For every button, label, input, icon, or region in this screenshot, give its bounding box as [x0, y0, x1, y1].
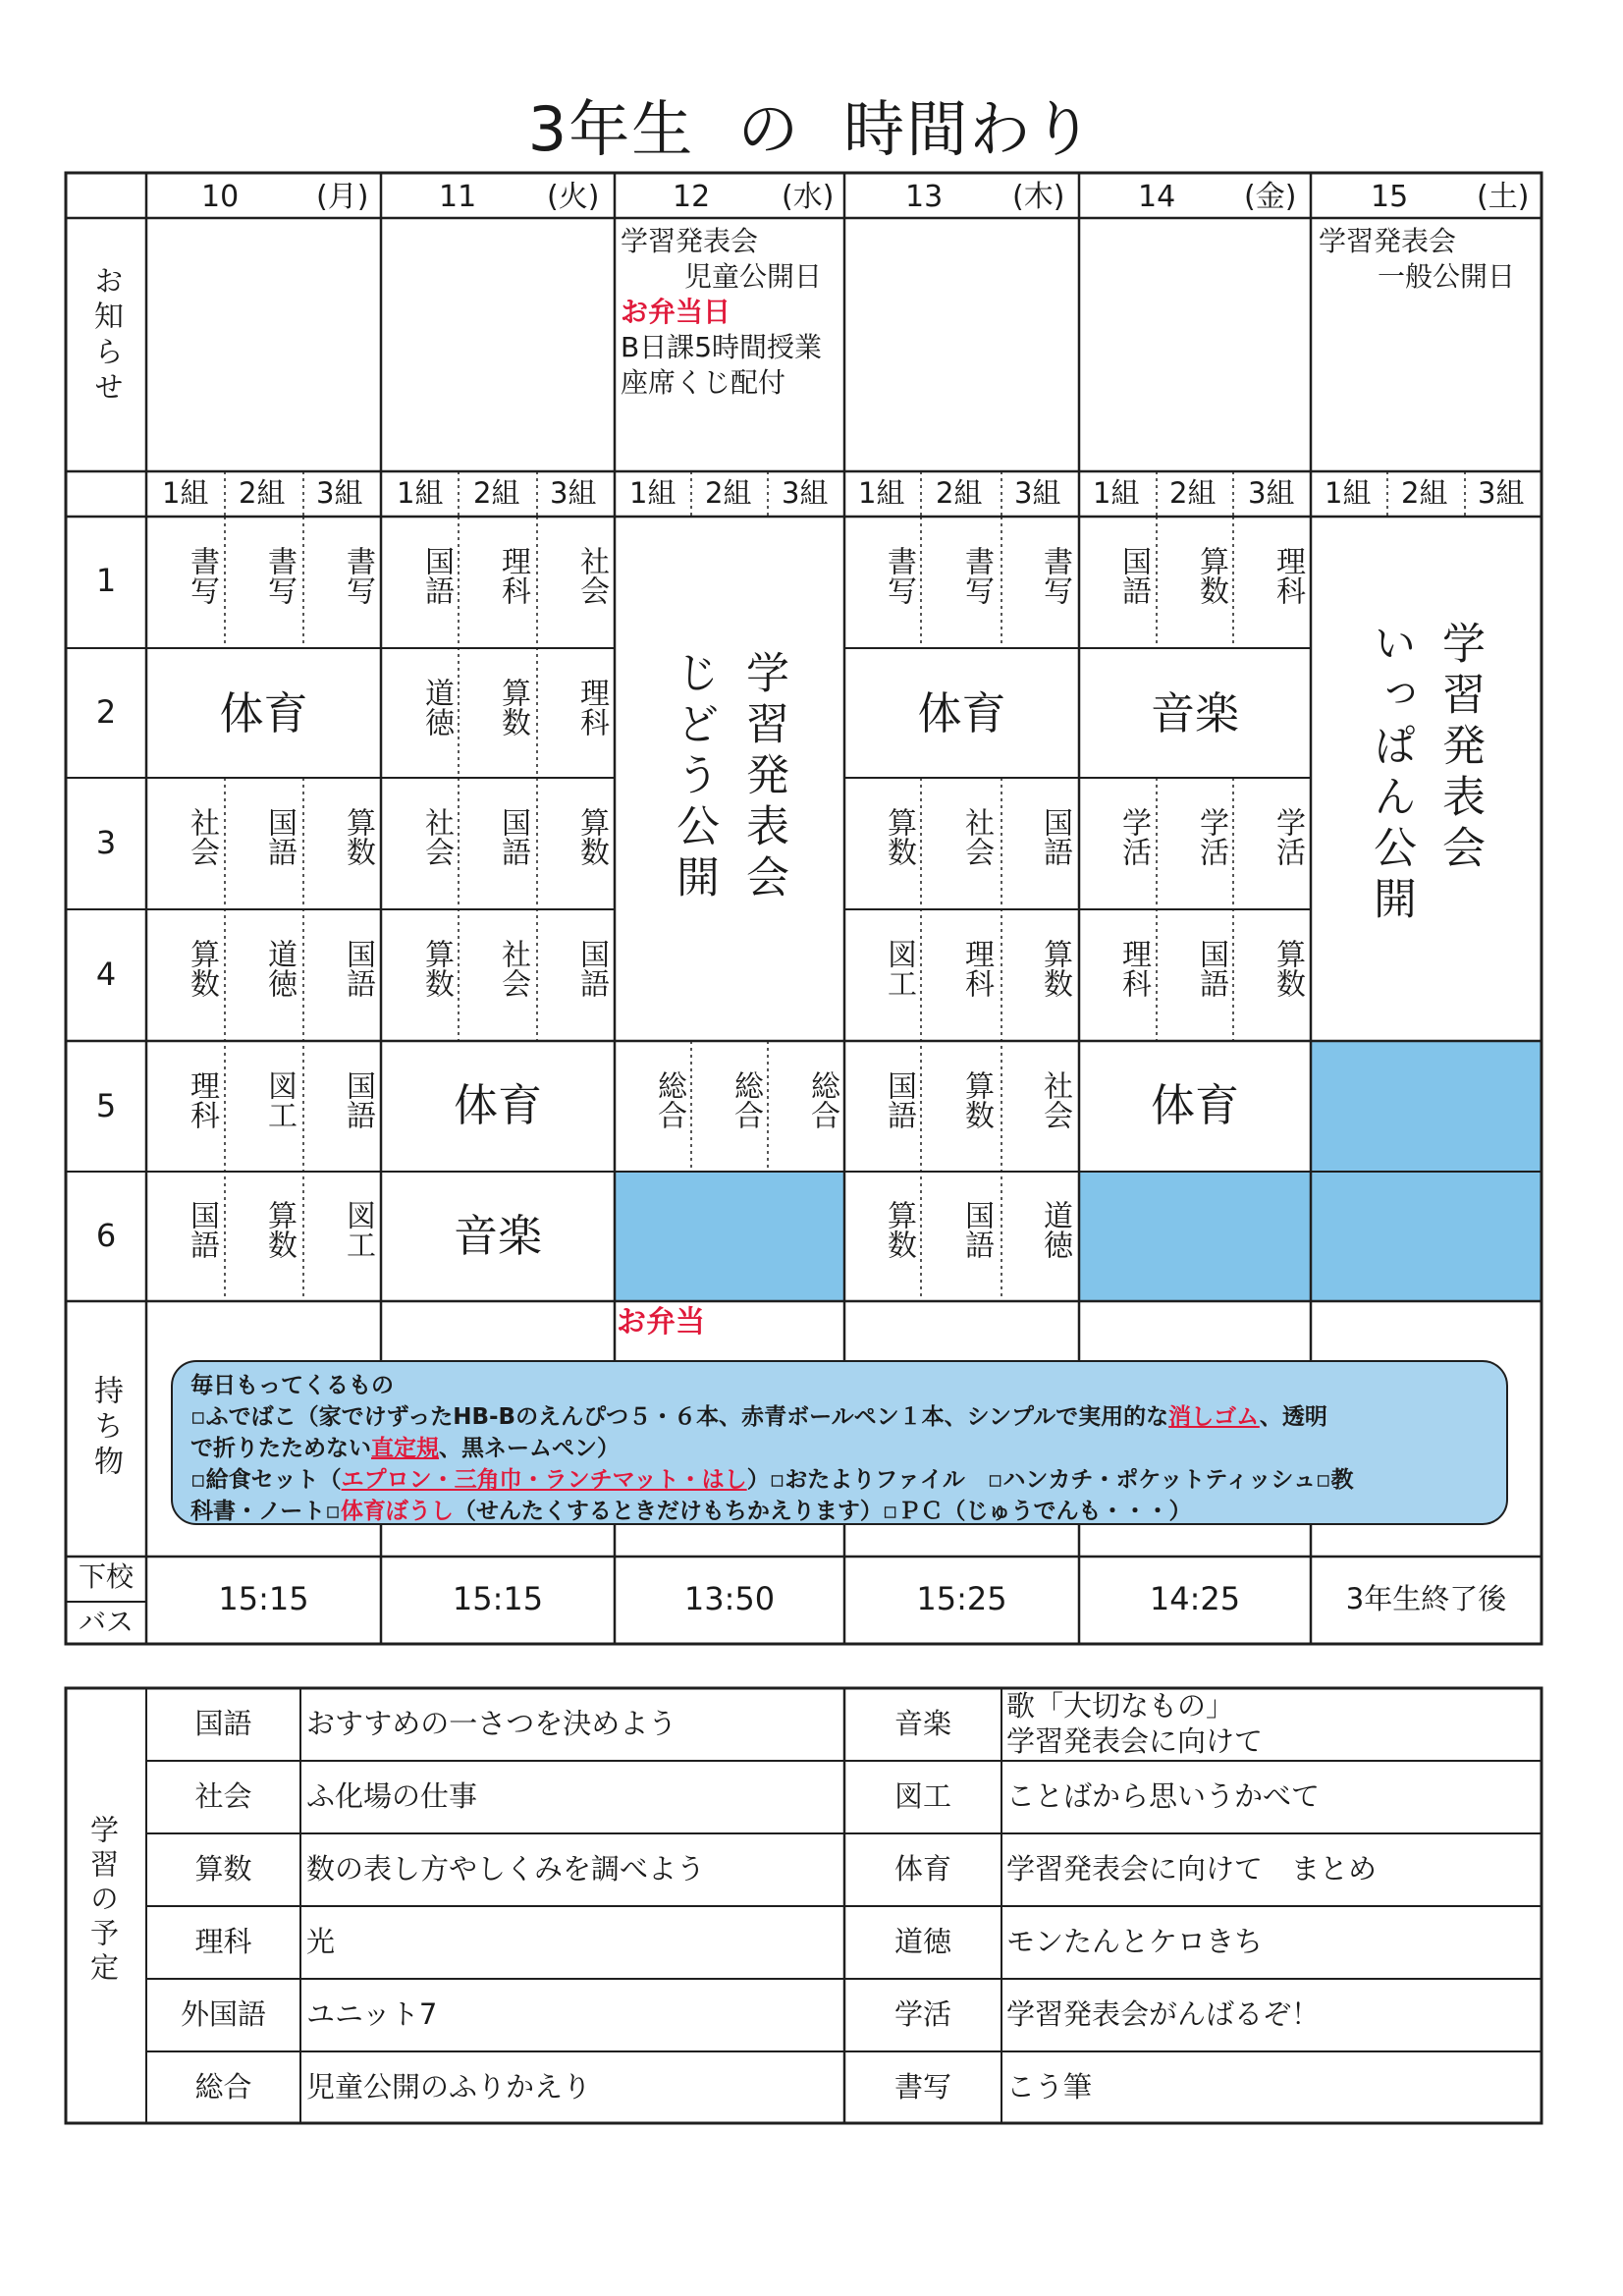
cell-mon-p5-c3: 国語 [341, 1070, 375, 1129]
cell-mon-p4-c1: 算数 [185, 939, 219, 998]
plan-right-subject: 道徳 [893, 1925, 951, 1958]
cell-tue-p4-c3: 国語 [574, 939, 609, 998]
plan-left-content: おすすめの一さつを決めよう [306, 1707, 677, 1740]
day-dow-wed: (水) [782, 180, 835, 214]
cell-fri-p1-c2: 算数 [1194, 546, 1228, 605]
dismissal-tue: 15:15 [452, 1580, 544, 1617]
class-1-thu: 1組 [858, 476, 905, 510]
cell-wed-p5-c3: 総合 [805, 1070, 839, 1129]
cell-wed-p5-c2: 総合 [729, 1070, 763, 1129]
class-3-sat: 3組 [1478, 476, 1525, 510]
day-date-tue: 11 [439, 180, 477, 214]
cell-mon-p1-c2: 書写 [262, 546, 297, 605]
cell-fri-p2-merged: 音楽 [1150, 687, 1239, 739]
period-label-2: 2 [95, 693, 117, 731]
cell-thu-p3-c3: 国語 [1038, 807, 1072, 866]
plan-right-content: 歌「大切なもの」 [1006, 1689, 1235, 1722]
cell-thu-p2-merged: 体育 [917, 687, 1006, 739]
class-3-fri: 3組 [1248, 476, 1295, 510]
belongings-line-4 [190, 1496, 1488, 1527]
cell-fri-p4-c3: 算数 [1271, 939, 1305, 998]
day-dow-thu: (木) [1012, 180, 1065, 214]
plan-right-content: こう筆 [1006, 2070, 1093, 2104]
notice-wed-5: 座席くじ配付 [621, 366, 786, 399]
cell-tue-p2-c1: 道徳 [419, 678, 454, 737]
event-sat-col2: いっぱん公開 [1366, 621, 1416, 927]
cell-tue-p6-merged: 音楽 [453, 1210, 542, 1262]
cell-thu-p6-c1: 算数 [882, 1200, 916, 1259]
cell-tue-p4-c1: 算数 [419, 939, 454, 998]
day-date-fri: 14 [1138, 180, 1176, 214]
cell-thu-p6-c2: 国語 [959, 1200, 994, 1259]
cell-thu-p6-c3: 道徳 [1038, 1200, 1072, 1259]
belongings-highlight: 体育ぼうし [340, 1499, 454, 1524]
day-dow-mon: (月) [316, 180, 369, 214]
class-2-wed: 2組 [705, 476, 752, 510]
class-2-tue: 2組 [473, 476, 520, 510]
cell-fri-p1-c3: 理科 [1271, 546, 1305, 605]
cell-tue-p2-c2: 算数 [496, 678, 530, 737]
plan-left-content: 光 [306, 1925, 336, 1958]
cell-mon-p1-c1: 書写 [185, 546, 219, 605]
day-date-mon: 10 [201, 180, 240, 214]
plan-left-content: ふ化場の仕事 [306, 1779, 478, 1813]
belongings-text: 、黒ネームペン） [439, 1436, 620, 1461]
belongings-line-1 [190, 1401, 1488, 1433]
class-3-tue: 3組 [550, 476, 597, 510]
notice-label: お知らせ [88, 265, 123, 407]
event-wed-col2: じどう公開 [669, 650, 719, 905]
belongings-text: ▫ふでばこ（家でけずったHB-Bのえんぴつ５・６本、赤青ボールペン１本、シンプルで実用的な [190, 1404, 1169, 1430]
notice-wed-3: お弁当日 [621, 296, 731, 328]
cell-thu-p1-c3: 書写 [1038, 546, 1072, 605]
plan-left-content: 数の表し方やしくみを調べよう [306, 1852, 706, 1886]
cell-tue-p5-merged: 体育 [453, 1079, 542, 1131]
belongings-text: ）▫おたよりファイル ▫ハンカチ・ポケットティッシュ▫教 [746, 1467, 1354, 1493]
cell-thu-p4-c1: 図工 [882, 939, 916, 998]
cell-mon-p6-c2: 算数 [262, 1200, 297, 1259]
title-name: 時間わり [843, 93, 1096, 165]
notice-wed-2: 児童公開日 [684, 260, 823, 293]
cell-fri-p1-c1: 国語 [1116, 546, 1151, 605]
plan-left-content: ユニット7 [306, 1997, 438, 2031]
class-1-mon: 1組 [162, 476, 209, 510]
day-dow-fri: (金) [1244, 180, 1297, 214]
lunch-note: お弁当 [617, 1305, 705, 1339]
belongings-box [171, 1360, 1508, 1525]
dismissal-fri: 14:25 [1149, 1580, 1241, 1617]
plan-right-subject: 体育 [893, 1852, 951, 1886]
cell-mon-p5-c2: 図工 [262, 1070, 297, 1129]
day-date-sat: 15 [1371, 180, 1409, 214]
cell-fri-p4-c2: 国語 [1194, 939, 1228, 998]
notice-wed-1: 学習発表会 [621, 225, 759, 257]
cell-tue-p2-c3: 理科 [574, 678, 609, 737]
event-wed-col1: 学習発表会 [738, 650, 788, 905]
class-1-sat: 1組 [1325, 476, 1372, 510]
cell-tue-p3-c2: 国語 [496, 807, 530, 866]
class-2-sat: 2組 [1401, 476, 1448, 510]
cell-thu-p1-c2: 書写 [959, 546, 994, 605]
cell-mon-p6-c3: 図工 [341, 1200, 375, 1259]
cell-thu-p5-c2: 算数 [959, 1070, 994, 1129]
cell-thu-p5-c3: 社会 [1038, 1070, 1072, 1129]
free-period-wed-p6 [615, 1172, 844, 1301]
title-no: の [737, 93, 801, 165]
dismissal-thu: 15:25 [916, 1580, 1007, 1617]
plan-right-subject: 書写 [893, 2070, 951, 2104]
belongings-heading: 毎日もってくるもの [190, 1373, 394, 1398]
plan-left-subject: 社会 [194, 1779, 252, 1813]
cell-fri-p4-c1: 理科 [1116, 939, 1151, 998]
cell-thu-p4-c2: 理科 [959, 939, 994, 998]
plan-left-subject: 外国語 [180, 1997, 266, 2031]
cell-mon-p4-c2: 道徳 [262, 939, 297, 998]
cell-fri-p5-merged: 体育 [1150, 1079, 1239, 1131]
cell-mon-p3-c3: 算数 [341, 807, 375, 866]
class-1-wed: 1組 [629, 476, 676, 510]
cell-thu-p3-c1: 算数 [882, 807, 916, 866]
event-sat-col1: 学習発表会 [1434, 621, 1485, 876]
day-date-wed: 12 [673, 180, 711, 214]
dismissal-label-2: バス [78, 1606, 134, 1638]
belongings-text: （せんたくするときだけもちかえります）▫ＰＣ（じゅうでんも・・・） [453, 1499, 1192, 1524]
day-date-thu: 13 [905, 180, 944, 214]
plan-right-content: 学習発表会がんばるぞ！ [1006, 1997, 1321, 2031]
cell-mon-p5-c1: 理科 [185, 1070, 219, 1129]
period-label-5: 5 [95, 1087, 117, 1124]
cell-thu-p4-c3: 算数 [1038, 939, 1072, 998]
belongings-highlight: 直定規 [371, 1436, 439, 1461]
day-dow-sat: (土) [1477, 180, 1530, 214]
cell-tue-p3-c1: 社会 [419, 807, 454, 866]
cell-thu-p5-c1: 国語 [882, 1070, 916, 1129]
class-3-wed: 3組 [782, 476, 829, 510]
cell-mon-p3-c2: 国語 [262, 807, 297, 866]
belongings-text: で折りたためない [190, 1436, 371, 1461]
dismissal-label-1: 下校 [78, 1560, 134, 1593]
belongings-text: ▫給食セット（ [190, 1467, 342, 1493]
notice-sat-2: 一般公開日 [1378, 260, 1516, 293]
period-label-4: 4 [95, 956, 117, 993]
cell-fri-p3-c3: 学活 [1271, 807, 1305, 866]
cell-mon-p1-c3: 書写 [341, 546, 375, 605]
class-2-mon: 2組 [239, 476, 286, 510]
cell-tue-p1-c3: 社会 [574, 546, 609, 605]
cell-fri-p3-c2: 学活 [1194, 807, 1228, 866]
plan-right-content: ことばから思いうかべて [1006, 1779, 1321, 1813]
class-3-thu: 3組 [1014, 476, 1061, 510]
plan-right-content: 学習発表会に向けて まとめ [1006, 1852, 1378, 1886]
dismissal-wed: 13:50 [683, 1580, 776, 1617]
dismissal-mon: 15:15 [218, 1580, 309, 1617]
free-period-fri-p6 [1079, 1172, 1311, 1301]
plan-right-content: 学習発表会に向けて [1006, 1724, 1264, 1758]
period-label-3: 3 [95, 824, 117, 861]
plan-left-content: 児童公開のふりかえり [306, 2070, 592, 2104]
plan-left-subject: 理科 [194, 1925, 252, 1958]
plan-right-subject: 学活 [893, 1997, 951, 2031]
notice-wed-4: B日課5時間授業 [621, 331, 823, 363]
cell-wed-p5-c1: 総合 [652, 1070, 686, 1129]
belongings-text: 科書・ノート▫ [190, 1499, 341, 1524]
class-1-tue: 1組 [397, 476, 444, 510]
belongings-line-2 [190, 1433, 1488, 1464]
cell-thu-p3-c2: 社会 [959, 807, 994, 866]
cell-mon-p4-c3: 国語 [341, 939, 375, 998]
items-label: 持ち物 [88, 1375, 123, 1481]
day-dow-tue: (火) [547, 180, 600, 214]
cell-tue-p3-c3: 算数 [574, 807, 609, 866]
cell-tue-p4-c2: 社会 [496, 939, 530, 998]
cell-thu-p1-c1: 書写 [882, 546, 916, 605]
cell-mon-p3-c1: 社会 [185, 807, 219, 866]
title-grade: 3年生 [527, 93, 695, 165]
class-2-fri: 2組 [1169, 476, 1217, 510]
notice-sat-1: 学習発表会 [1319, 225, 1457, 257]
plan-left-subject: 算数 [194, 1852, 252, 1886]
cell-tue-p1-c2: 理科 [496, 546, 530, 605]
cell-tue-p1-c1: 国語 [419, 546, 454, 605]
class-3-mon: 3組 [316, 476, 363, 510]
cell-mon-p6-c1: 国語 [185, 1200, 219, 1259]
plan-label: 学習の予定 [86, 1815, 120, 1987]
period-label-6: 6 [95, 1217, 117, 1254]
belongings-highlight: 消しゴム [1168, 1404, 1260, 1430]
plan-right-content: モンたんとケロきち [1006, 1925, 1264, 1958]
class-2-thu: 2組 [936, 476, 983, 510]
dismissal-sat: 3年生終了後 [1345, 1582, 1507, 1615]
class-1-fri: 1組 [1093, 476, 1140, 510]
plan-right-subject: 図工 [893, 1779, 951, 1813]
belongings-text: 、透明 [1259, 1404, 1327, 1430]
plan-left-subject: 総合 [194, 2070, 252, 2104]
plan-right-subject: 音楽 [893, 1707, 951, 1740]
cell-mon-p2-merged: 体育 [219, 687, 308, 739]
cell-fri-p3-c1: 学活 [1116, 807, 1151, 866]
plan-left-subject: 国語 [194, 1707, 252, 1740]
belongings-highlight: エプロン・三角巾・ランチマット・はし [341, 1467, 747, 1493]
belongings-line-3 [190, 1464, 1488, 1496]
period-label-1: 1 [95, 562, 117, 599]
